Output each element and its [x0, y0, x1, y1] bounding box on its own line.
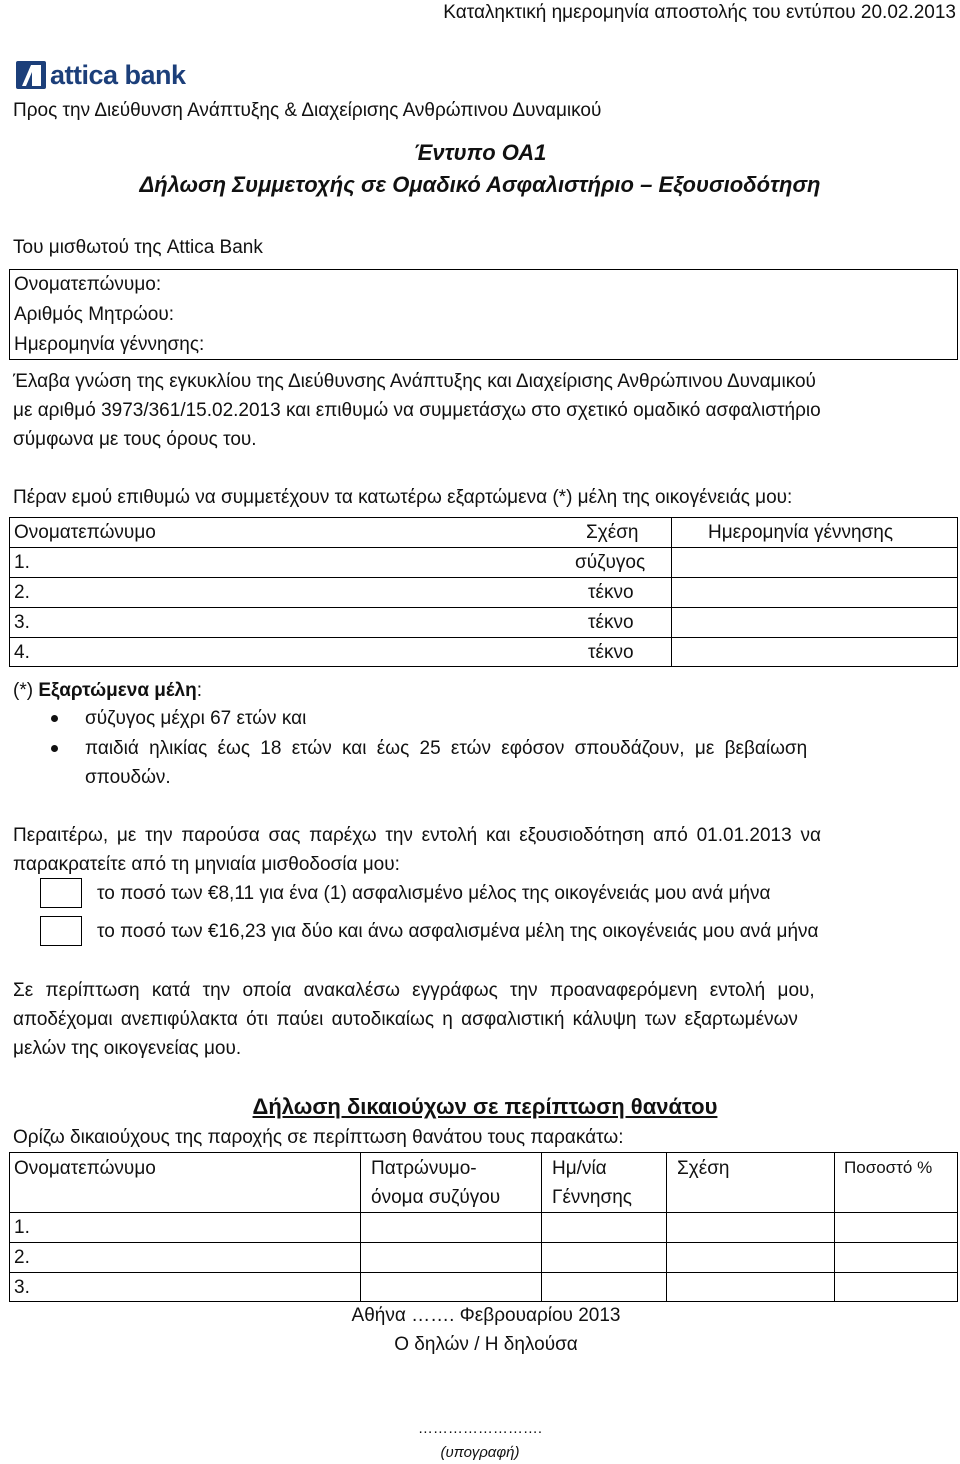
beneficiaries-col-sep — [834, 1153, 835, 1301]
beneficiaries-header-percent: Ποσοστό % — [844, 1158, 933, 1177]
bullet-icon — [51, 745, 58, 752]
beneficiary-row-number: 1. — [14, 1217, 30, 1238]
statement-line-3: σύμφωνα με τους όρους του. — [13, 429, 257, 450]
employee-intro: Του μισθωτού της Attica Bank — [13, 237, 263, 258]
signature-line[interactable]: ……………………. — [417, 1420, 543, 1437]
form-subtitle: Δήλωση Συμμετοχής σε Ομαδικό Ασφαλιστήριο – Εξουσιοδότηση — [139, 172, 821, 197]
dependents-header-birthdate: Ημερομηνία γέννησης — [708, 522, 893, 543]
dependents-row-sep-2 — [10, 577, 957, 578]
dependent-row-number: 4. — [14, 642, 30, 663]
dependents-col-sep — [671, 518, 672, 666]
revocation-line-2: αποδέχομαι ανεπιφύλακτα ότι παύει αυτοδικαίως η ασφαλιστική κάλυψη των εξαρτωμένων — [13, 1009, 798, 1030]
signature-caption: (υπογραφή) — [440, 1444, 520, 1461]
dependents-bullet-2-text: παιδιά ηλικίας έως 18 ετών και έως 25 ετών εφόσον σπουδάζουν, με βεβαίωση — [85, 738, 808, 759]
employee-fields-box — [9, 269, 958, 360]
beneficiaries-intro: Ορίζω δικαιούχους της παροχής σε περίπτωση θανάτου τους παρακάτω: — [13, 1127, 624, 1148]
beneficiaries-col-sep — [360, 1153, 361, 1301]
beneficiaries-title: Δήλωση δικαιούχων σε περίπτωση θανάτου — [252, 1094, 718, 1119]
dependent-row-number: 1. — [14, 552, 30, 573]
deadline-text: Καταληκτική ημερομηνία αποστολής του εντύπου 20.02.2013 — [443, 2, 956, 23]
beneficiaries-row-sep — [10, 1272, 957, 1273]
form-code: Έντυπο ΟΑ1 — [413, 140, 547, 165]
dependents-intro: Πέραν εμού επιθυμώ να συμμετέχουν τα κατωτέρω εξαρτώμενα (*) μέλη της οικογένειάς μου: — [13, 487, 793, 508]
beneficiaries-header-father-2: όνομα συζύγου — [371, 1187, 501, 1208]
revocation-line-3: μελών της οικογενείας μου. — [13, 1038, 242, 1059]
dependent-row-relation: τέκνο — [588, 642, 634, 663]
logo-icon — [16, 61, 46, 89]
beneficiary-row-number: 2. — [14, 1247, 30, 1268]
place-date: Αθήνα ……. Φεβρουαρίου 2013 — [351, 1305, 621, 1326]
declarant-label: Ο δηλών / Η δηλούσα — [394, 1334, 578, 1355]
option-one-member-label: το ποσό των €8,11 για ένα (1) ασφαλισμένο μέλος της οικογένειάς μου ανά μήνα — [97, 883, 771, 904]
dependents-note-suffix: : — [196, 680, 202, 701]
revocation-line-1: Σε περίπτωση κατά την οποία ανακαλέσω εγγράφως την προαναφερόμενη εντολή μου, — [13, 980, 815, 1001]
dependents-bullet-2-words — [85, 738, 957, 760]
dependents-bullet-2 — [85, 738, 957, 760]
dependents-row-sep-3 — [10, 607, 957, 608]
beneficiaries-header-relation: Σχέση — [677, 1158, 730, 1179]
beneficiaries-col-sep — [541, 1153, 542, 1301]
dependent-row-relation: τέκνο — [588, 612, 634, 633]
attica-bank-logo — [16, 60, 186, 90]
dependents-row-sep-4 — [10, 637, 957, 638]
bullet-icon — [51, 715, 58, 722]
authorization-line-2: παρακρατείτε από τη μηνιαία μισθοδοσία μου: — [13, 854, 400, 875]
dependents-row-sep-1 — [10, 547, 957, 548]
dependents-bullet-2-continued: σπουδών. — [85, 767, 171, 788]
logo-text: attica bank — [50, 59, 186, 90]
beneficiaries-col-sep — [666, 1153, 667, 1301]
statement-line-2: με αριθμό 3973/361/15.02.2013 και επιθυμώ να συμμετάσχω στο σχετικό ομαδικό ασφαλιστήριο — [13, 400, 821, 421]
beneficiaries-header-father-1: Πατρώνυμο- — [371, 1158, 477, 1179]
dependent-row-relation: τέκνο — [588, 582, 634, 603]
dependents-note-bold: Εξαρτώμενα μέλη — [38, 680, 197, 701]
dependents-header-name: Ονοματεπώνυμο — [14, 522, 156, 543]
beneficiaries-header-dob-1: Ημ/νία — [552, 1158, 607, 1179]
option-one-member-checkbox[interactable] — [40, 878, 82, 908]
option-two-members-label: το ποσό των €16,23 για δύο και άνω ασφαλισμένα μέλη της οικογένειάς μου ανά μήνα — [97, 921, 819, 942]
employee-registry-field[interactable]: Αριθμός Μητρώου: — [14, 304, 174, 325]
dependent-row-relation: σύζυγος — [575, 552, 646, 573]
dependents-note-prefix: (*) — [13, 680, 39, 701]
authorization-line-1: Περαιτέρω, με την παρούσα σας παρέχω την εντολή και εξουσιοδότηση από 01.01.2013 να — [13, 825, 821, 846]
employee-birthdate-field[interactable]: Ημερομηνία γέννησης: — [14, 334, 205, 355]
addressee: Προς την Διεύθυνση Ανάπτυξης & Διαχείρισης Ανθρώπινου Δυναμικού — [13, 100, 602, 121]
dependent-row-number: 3. — [14, 612, 30, 633]
dependents-table — [9, 517, 958, 667]
dependent-row-number: 2. — [14, 582, 30, 603]
dependents-header-relation: Σχέση — [586, 522, 639, 543]
statement-line-1: Έλαβα γνώση της εγκυκλίου της Διεύθυνσης Ανάπτυξης και Διαχείρισης Ανθρώπινου Δυναμικού — [13, 371, 816, 392]
beneficiaries-table — [9, 1152, 958, 1302]
option-two-members-checkbox[interactable] — [40, 916, 82, 946]
employee-name-field[interactable]: Ονοματεπώνυμο: — [14, 274, 162, 295]
beneficiary-row-number: 3. — [14, 1277, 30, 1298]
dependents-bullet-1: σύζυγος μέχρι 67 ετών και — [85, 708, 307, 729]
dependents-note — [13, 680, 202, 702]
beneficiaries-header-name: Ονοματεπώνυμο — [14, 1158, 156, 1179]
beneficiaries-row-sep — [10, 1242, 957, 1243]
beneficiaries-header-dob-2: Γέννησης — [552, 1187, 632, 1208]
beneficiaries-row-sep — [10, 1212, 957, 1213]
